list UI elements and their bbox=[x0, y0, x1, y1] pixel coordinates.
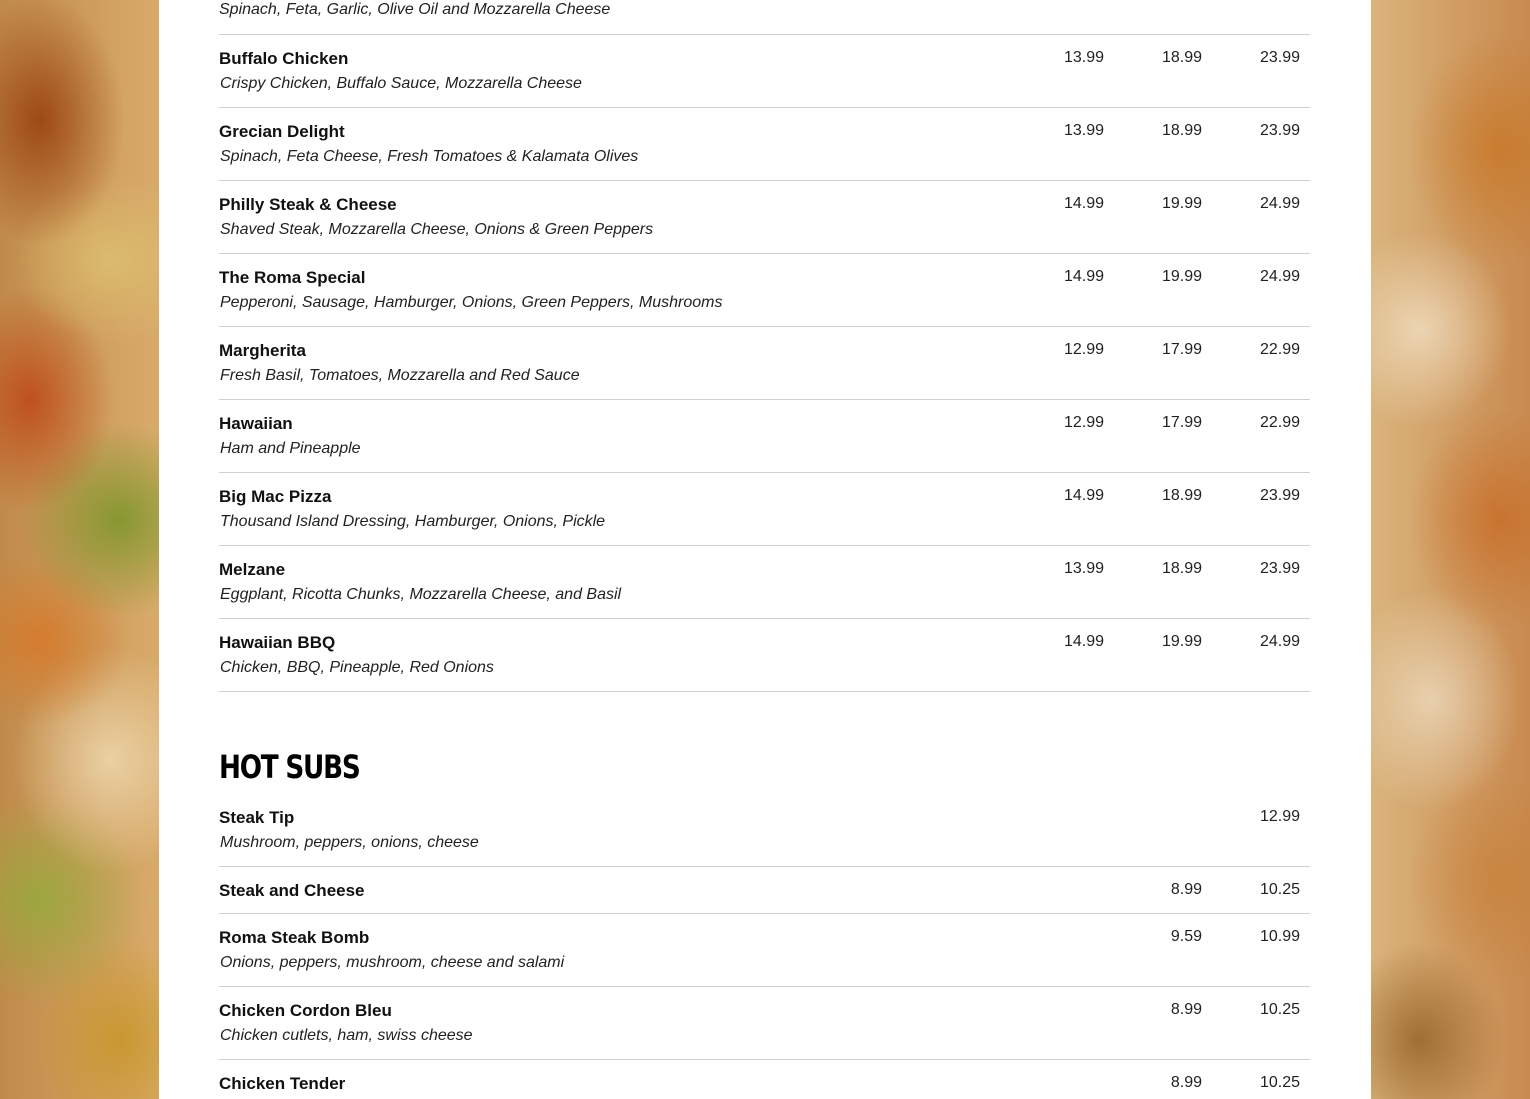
price-small: 14.99 bbox=[1063, 633, 1104, 650]
price-large: 23.99 bbox=[1259, 487, 1300, 504]
price-medium: 19.99 bbox=[1161, 268, 1202, 285]
price-large: 10.99 bbox=[1259, 928, 1300, 945]
item-name: Grecian Delight bbox=[219, 122, 345, 141]
item-name: Chicken Tender bbox=[219, 1074, 346, 1093]
menu-item-roma-steak-bomb bbox=[219, 914, 1310, 987]
price-large: 10.25 bbox=[1259, 1074, 1300, 1091]
item-description: Mushroom, peppers, onions, cheese bbox=[220, 834, 479, 851]
menu-item-buffalo-chicken bbox=[219, 35, 1310, 108]
item-name: Steak Tip bbox=[219, 808, 295, 827]
item-description: Chicken, BBQ, Pineapple, Red Onions bbox=[220, 659, 494, 676]
price-small: 13.99 bbox=[1063, 49, 1104, 66]
item-description: Spinach, Feta Cheese, Fresh Tomatoes & Kalamata Olives bbox=[220, 148, 639, 165]
price-medium: 18.99 bbox=[1161, 487, 1202, 504]
price-small: 9.59 bbox=[1170, 928, 1202, 945]
price-small: 12.99 bbox=[1063, 341, 1104, 358]
price-medium: 18.99 bbox=[1161, 49, 1202, 66]
price-large: 23.99 bbox=[1259, 560, 1300, 577]
price-large: 10.25 bbox=[1259, 1001, 1300, 1018]
item-description: Spinach, Feta, Garlic, Olive Oil and Mozzarella Cheese bbox=[219, 0, 1310, 35]
price-large: 23.99 bbox=[1259, 122, 1300, 139]
item-name: Buffalo Chicken bbox=[219, 49, 349, 68]
price-small: 14.99 bbox=[1063, 195, 1104, 212]
item-description: Ham and Pineapple bbox=[220, 440, 361, 457]
price-medium: 19.99 bbox=[1161, 633, 1202, 650]
price-large: 22.99 bbox=[1259, 341, 1300, 358]
item-name: The Roma Special bbox=[219, 268, 366, 287]
menu-item-big-mac-pizza bbox=[219, 473, 1310, 546]
item-description: Thousand Island Dressing, Hamburger, Onions, Pickle bbox=[220, 513, 606, 530]
price-small: 12.99 bbox=[1063, 414, 1104, 431]
menu-item-hawaiian bbox=[219, 400, 1310, 473]
menu-item-steak-and-cheese bbox=[219, 867, 1310, 914]
price-large: 10.25 bbox=[1259, 881, 1300, 898]
price-medium: 18.99 bbox=[1161, 122, 1202, 139]
price-large: 12.99 bbox=[1259, 808, 1300, 825]
item-name: Hawaiian BBQ bbox=[219, 633, 336, 652]
item-name: Chicken Cordon Bleu bbox=[219, 1001, 392, 1020]
price-small: 8.99 bbox=[1170, 1074, 1202, 1091]
price-small: 8.99 bbox=[1170, 881, 1202, 898]
menu-item-hawaiian-bbq bbox=[219, 619, 1310, 692]
price-large: 24.99 bbox=[1259, 633, 1300, 650]
menu-item-steak-tip bbox=[219, 794, 1310, 867]
item-description: Onions, peppers, mushroom, cheese and salami bbox=[220, 954, 565, 971]
price-large: 22.99 bbox=[1259, 414, 1300, 431]
item-description: Pepperoni, Sausage, Hamburger, Onions, Green Peppers, Mushrooms bbox=[220, 294, 723, 311]
item-description: Chicken cutlets, ham, swiss cheese bbox=[220, 1027, 473, 1044]
menu-item-grecian-delight bbox=[219, 108, 1310, 181]
section-title-hot-subs: HOT SUBS bbox=[219, 748, 360, 786]
price-small: 13.99 bbox=[1063, 560, 1104, 577]
price-medium: 18.99 bbox=[1161, 560, 1202, 577]
price-small: 8.99 bbox=[1170, 1001, 1202, 1018]
item-name: Roma Steak Bomb bbox=[219, 928, 370, 947]
item-description: Crispy Chicken, Buffalo Sauce, Mozzarella Cheese bbox=[220, 75, 582, 92]
item-name: Hawaiian bbox=[219, 414, 293, 433]
price-medium: 17.99 bbox=[1161, 414, 1202, 431]
item-name: Philly Steak & Cheese bbox=[219, 195, 397, 214]
price-small: 14.99 bbox=[1063, 268, 1104, 285]
menu-item-margherita bbox=[219, 327, 1310, 400]
price-large: 24.99 bbox=[1259, 268, 1300, 285]
price-medium: 19.99 bbox=[1161, 195, 1202, 212]
menu-panel bbox=[159, 0, 1371, 1099]
menu-item-philly-steak bbox=[219, 181, 1310, 254]
price-small: 13.99 bbox=[1063, 122, 1104, 139]
price-large: 23.99 bbox=[1259, 49, 1300, 66]
menu-item-chicken-tender bbox=[219, 1060, 1310, 1099]
price-small: 14.99 bbox=[1063, 487, 1104, 504]
price-large: 24.99 bbox=[1259, 195, 1300, 212]
item-description: Shaved Steak, Mozzarella Cheese, Onions & Green Peppers bbox=[220, 221, 654, 238]
price-medium: 17.99 bbox=[1161, 341, 1202, 358]
item-name: Melzane bbox=[219, 560, 286, 579]
menu-item-chicken-cordon-bleu bbox=[219, 987, 1310, 1060]
menu-item-melzane bbox=[219, 546, 1310, 619]
item-name: Big Mac Pizza bbox=[219, 487, 332, 506]
item-name: Margherita bbox=[219, 341, 306, 360]
menu-item-roma-special bbox=[219, 254, 1310, 327]
item-description: Fresh Basil, Tomatoes, Mozzarella and Red Sauce bbox=[220, 367, 580, 384]
item-description: Eggplant, Ricotta Chunks, Mozzarella Cheese, and Basil bbox=[220, 586, 622, 603]
item-name: Steak and Cheese bbox=[219, 881, 365, 900]
